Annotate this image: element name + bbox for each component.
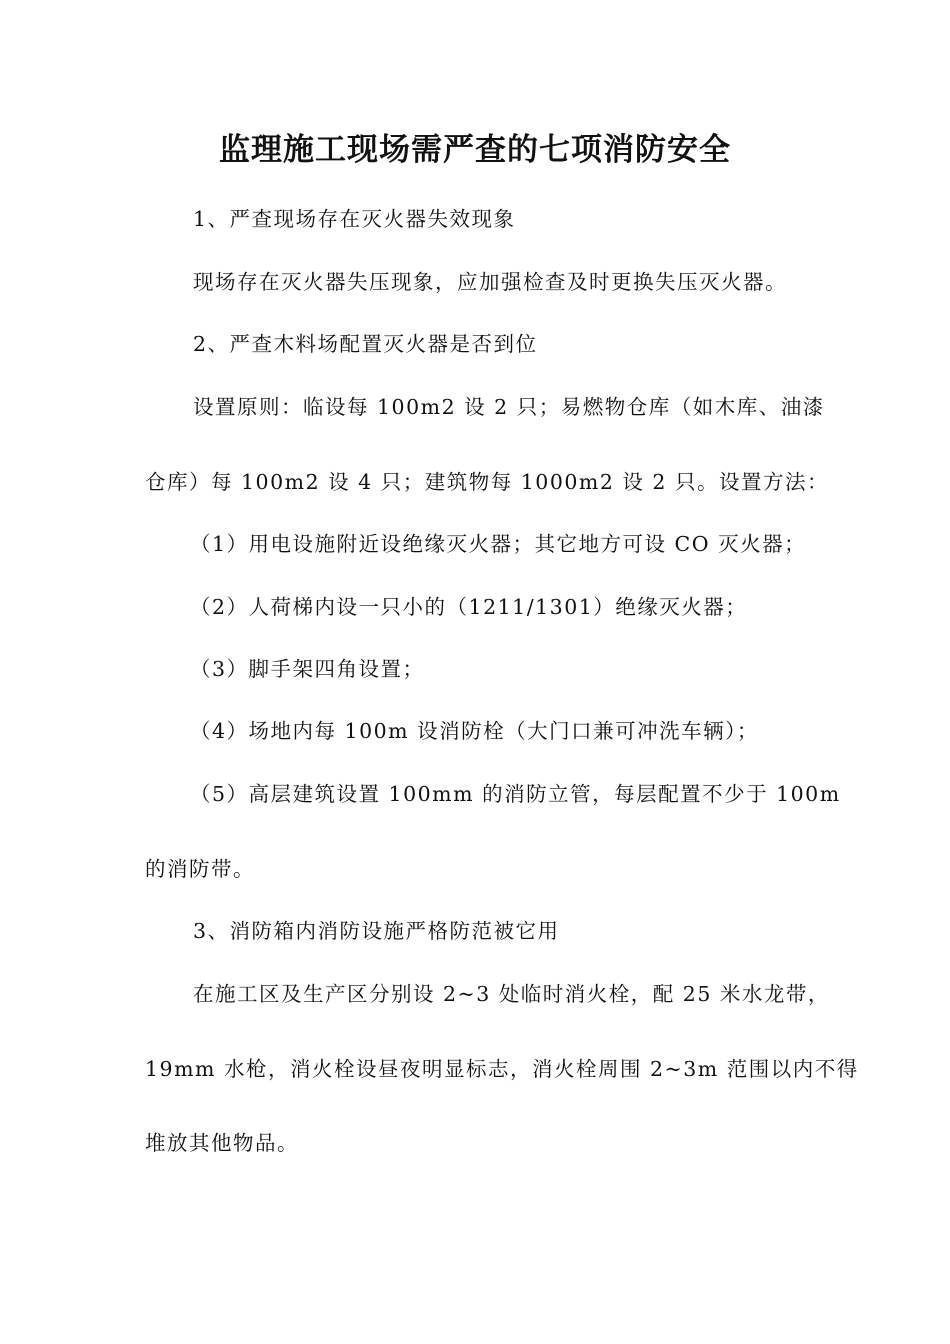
list-item: （4）场地内每 100m 设消防栓（大门口兼可冲洗车辆）；	[190, 719, 759, 743]
list-item: （3）脚手架四角设置；	[190, 657, 425, 681]
section-heading-3: 3、消防箱内消防设施严格防范被它用	[193, 919, 560, 943]
section-heading-1: 1、严查现场存在灭火器失效现象	[193, 207, 516, 231]
paragraph-line: 设置原则：临设每 100m2 设 2 只；易燃物仓库（如木库、油漆	[193, 395, 825, 419]
list-item: （5）高层建筑设置 100mm 的消防立管，每层配置不少于 100m	[190, 782, 841, 806]
document-title: 监理施工现场需严查的七项消防安全	[219, 132, 731, 168]
section-heading-2: 2、严查木料场配置灭火器是否到位	[193, 332, 538, 356]
paragraph-line: 在施工区及生产区分别设 2~3 处临时消火栓，配 25 米水龙带，	[193, 982, 830, 1006]
paragraph-line: 现场存在灭火器失压现象，应加强检查及时更换失压灭火器。	[193, 270, 787, 294]
paragraph-line: 的消防带。	[145, 857, 255, 881]
list-item: （1）用电设施附近设绝缘灭火器；其它地方可设 CO 灭火器；	[190, 532, 807, 556]
paragraph-line: 仓库）每 100m2 设 4 只；建筑物每 1000m2 设 2 只。设置方法：	[145, 470, 829, 494]
list-item: （2）人荷梯内设一只小的（1211/1301）绝缘灭火器；	[190, 595, 748, 619]
paragraph-line: 堆放其他物品。	[145, 1131, 299, 1155]
paragraph-line: 19mm 水枪，消火栓设昼夜明显标志，消火栓周围 2~3m 范围以内不得	[145, 1057, 859, 1081]
